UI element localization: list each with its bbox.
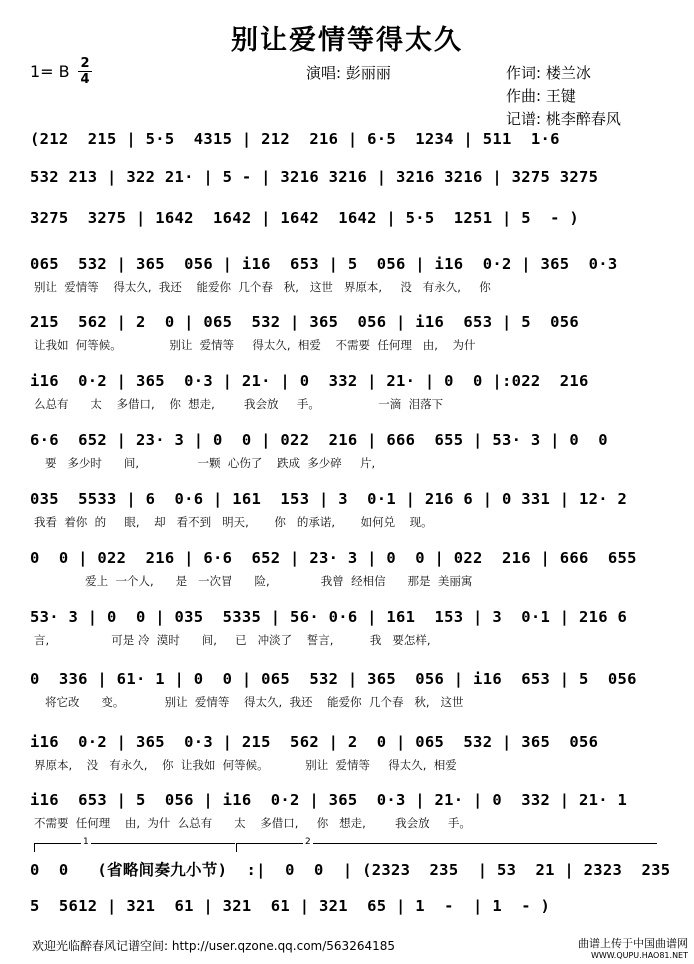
notation: 0 0 | 022 216 | 6·6 652 | 23· 3 | 0 0 | 022 216 | 666 655 bbox=[30, 549, 637, 567]
key-signature: 1= B bbox=[30, 62, 70, 81]
notation: 0 336 | 61· 1 | 0 0 | 065 532 | 365 056 | i16 653 | 5 056 bbox=[30, 670, 637, 688]
time-sig-top: 2 bbox=[80, 56, 90, 71]
notation: 035 5533 | 6 0·6 | 161 153 | 3 0·1 | 216 6 | 0 331 | 12· 2 bbox=[30, 490, 628, 508]
lyrics: 爱上 一个人, 是 一次冒 险, 我曾 经相信 那是 美丽寓 bbox=[34, 574, 473, 588]
volta-number-1: 1 bbox=[83, 837, 89, 847]
volta-number-2: 2 bbox=[305, 837, 311, 847]
volta-bracket-2 bbox=[236, 837, 657, 852]
notation: 215 562 | 2 0 | 065 532 | 365 056 | i16 653 | 5 056 bbox=[30, 313, 580, 331]
footer-note: 欢迎光临醉春风记谱空间: http://user.qzone.qq.com/563264185 bbox=[32, 939, 396, 953]
notation: 065 532 | 365 056 | i16 653 | 5 056 | i16 0·2 | 365 0·3 bbox=[30, 255, 618, 273]
lyrics: 让我如 何等候。 别让 爱情等 得太久, 相爱 不需要 任何理 由, 为什 bbox=[34, 338, 476, 352]
lyrics: 将它改 变。 别让 爱情等 得太久, 我还 能爱你 几个春 秋, 这世 bbox=[34, 695, 464, 709]
notation: i16 0·2 | 365 0·3 | 215 562 | 2 0 | 065 532 | 365 056 bbox=[30, 733, 599, 751]
notation: 53· 3 | 0 0 | 035 5335 | 56· 0·6 | 161 153 | 3 0·1 | 216 6 bbox=[30, 608, 628, 626]
notation: 532 213 | 322 21· | 5 - | 3216 3216 | 3216 3216 | 3275 3275 bbox=[30, 168, 599, 186]
transcriber-credit: 记谱: 桃李醉春风 bbox=[506, 110, 621, 128]
lyrics: 不需要 任何理 由, 为什 么总有 太 多借口, 你 想走, 我会放 手。 bbox=[34, 816, 471, 830]
notation: i16 653 | 5 056 | i16 0·2 | 365 0·3 | 21· | 0 332 | 21· 1 bbox=[30, 791, 628, 809]
notation: 0 0 (省略间奏九小节) :| 0 0 | (2323 235 | 53 21 | 2323 235 bbox=[30, 861, 671, 879]
notation: (212 215 | 5·5 4315 | 212 216 | 6·5 1234 | 511 1·6 bbox=[30, 130, 560, 148]
badge-line-2: WWW.QUPU.HAO81.NET bbox=[590, 951, 688, 960]
lyrics: 别让 爱情等 得太久, 我还 能爱你 几个春 秋, 这世 界原本, 没 有永久, 你 bbox=[34, 280, 491, 294]
singer-credit: 演唱: 彭丽丽 bbox=[306, 64, 391, 82]
lyrics: 言, 可是 冷 漠时 间, 已 冲淡了 誓言, 我 要怎样, bbox=[34, 633, 431, 647]
notation: 6·6 652 | 23· 3 | 0 0 | 022 216 | 666 655 | 53· 3 | 0 0 bbox=[30, 431, 608, 449]
composer-credit: 作曲: 王键 bbox=[506, 87, 576, 105]
site-badge bbox=[578, 938, 688, 962]
volta-bracket-1 bbox=[34, 837, 235, 852]
lyrics: 界原本, 没 有永久, 你 让我如 何等候。 别让 爱情等 得太久, 相爱 bbox=[34, 758, 457, 772]
time-sig-bottom: 4 bbox=[80, 72, 90, 87]
badge-line-1: 曲谱上传于中国曲谱网 bbox=[578, 937, 688, 950]
lyrics: 要 多少时 间, 一颗 心伤了 跌成 多少碎 片, bbox=[34, 456, 376, 470]
lyrics: 我看 着你 的 眼, 却 看不到 明天, 你 的承诺, 如何兑 现。 bbox=[34, 515, 433, 529]
song-title: 别让爱情等得太久 bbox=[231, 25, 463, 56]
lyricist-credit: 作词: 楼兰冰 bbox=[506, 64, 591, 82]
lyrics: 么总有 太 多借口, 你 想走, 我会放 手。 一滴 泪落下 bbox=[34, 397, 444, 411]
notation: i16 0·2 | 365 0·3 | 21· | 0 332 | 21· | 0 0 |:022 216 bbox=[30, 372, 589, 390]
notation: 5 5612 | 321 61 | 321 61 | 321 65 | 1 - | 1 - ) bbox=[30, 897, 551, 915]
notation: 3275 3275 | 1642 1642 | 1642 1642 | 5·5 1251 | 5 - ) bbox=[30, 209, 580, 227]
time-signature bbox=[78, 57, 92, 86]
